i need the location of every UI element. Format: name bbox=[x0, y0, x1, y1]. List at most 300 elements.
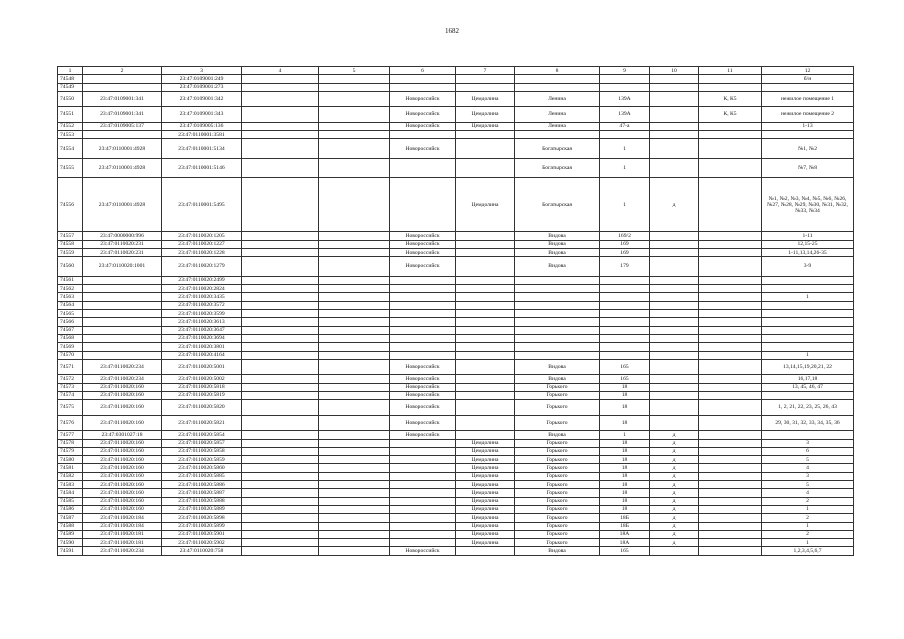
table-cell: 74567 bbox=[58, 326, 83, 334]
table-cell bbox=[319, 158, 390, 178]
table-cell: 23:47:0110020:160 bbox=[83, 472, 162, 480]
table-cell bbox=[319, 456, 390, 464]
table-cell bbox=[699, 232, 762, 240]
table-cell bbox=[390, 439, 456, 447]
table-cell bbox=[650, 240, 699, 248]
table-cell bbox=[699, 391, 762, 399]
table-cell: 23:47:0110020:2499 bbox=[162, 276, 242, 284]
table-cell bbox=[319, 139, 390, 159]
table-cell: 12,15-25 bbox=[762, 240, 854, 248]
table-cell bbox=[242, 522, 319, 530]
table-cell: 18Б bbox=[600, 514, 650, 522]
table-cell bbox=[650, 334, 699, 342]
table-cell: Цемдолина bbox=[456, 472, 515, 480]
table-cell: 18 bbox=[600, 383, 650, 391]
table-row bbox=[58, 139, 854, 159]
table-cell bbox=[456, 139, 515, 159]
table-cell: Видова bbox=[515, 431, 600, 439]
table-cell bbox=[319, 310, 390, 318]
table-cell bbox=[699, 343, 762, 351]
table-cell bbox=[242, 481, 319, 489]
table-cell bbox=[699, 285, 762, 293]
table-cell: Цемдолина bbox=[456, 530, 515, 538]
table-cell bbox=[762, 431, 854, 439]
table-cell bbox=[699, 439, 762, 447]
table-cell: д bbox=[650, 530, 699, 538]
table-cell: Горького bbox=[515, 481, 600, 489]
table-cell: д bbox=[650, 539, 699, 547]
table-cell: Видова bbox=[515, 359, 600, 375]
table-row bbox=[58, 285, 854, 293]
table-cell bbox=[456, 547, 515, 555]
table-cell: 1 bbox=[600, 178, 650, 232]
table-cell bbox=[242, 276, 319, 284]
table-cell: нежилое помещение 1 bbox=[762, 91, 854, 107]
table-cell bbox=[319, 539, 390, 547]
table-cell: 74578 bbox=[58, 439, 83, 447]
table-cell bbox=[699, 375, 762, 383]
table-cell: Новороссийск bbox=[390, 375, 456, 383]
table-cell bbox=[650, 400, 699, 416]
table-cell bbox=[650, 310, 699, 318]
table-row bbox=[58, 431, 854, 439]
table-cell: д bbox=[650, 439, 699, 447]
table-row bbox=[58, 391, 854, 399]
table-cell: Цемдолина bbox=[456, 91, 515, 107]
table-cell: 74561 bbox=[58, 276, 83, 284]
table-cell: Горького bbox=[515, 505, 600, 513]
table-cell bbox=[242, 359, 319, 375]
table-cell bbox=[390, 75, 456, 83]
table-cell: 23:47:0110020:160 bbox=[83, 489, 162, 497]
column-header: 4 bbox=[242, 67, 319, 75]
table-cell: Цемдолина bbox=[456, 489, 515, 497]
table-cell bbox=[242, 439, 319, 447]
table-row bbox=[58, 158, 854, 178]
table-header-row bbox=[58, 67, 854, 75]
table-cell bbox=[319, 547, 390, 555]
table-cell: 74575 bbox=[58, 400, 83, 416]
table-cell bbox=[242, 415, 319, 431]
table-cell bbox=[699, 178, 762, 232]
table-cell: 23:47:0110020:231 bbox=[83, 240, 162, 248]
table-cell bbox=[319, 240, 390, 248]
table-cell: 74551 bbox=[58, 107, 83, 123]
table-cell: 74583 bbox=[58, 481, 83, 489]
table-cell bbox=[515, 293, 600, 301]
table-cell bbox=[319, 351, 390, 359]
table-cell: Горького bbox=[515, 391, 600, 399]
column-header: 5 bbox=[319, 67, 390, 75]
table-cell: 23:47:0110020:758 bbox=[162, 547, 242, 555]
table-cell bbox=[600, 318, 650, 326]
table-cell: 74572 bbox=[58, 375, 83, 383]
table-cell: 23:47:0110020:160 bbox=[83, 415, 162, 431]
table-cell bbox=[319, 514, 390, 522]
table-cell: 23:47:0110020:160 bbox=[83, 391, 162, 399]
table-cell: 23:47:0110020:3801 bbox=[162, 343, 242, 351]
table-cell bbox=[83, 351, 162, 359]
table-cell bbox=[699, 122, 762, 130]
table-cell bbox=[699, 481, 762, 489]
table-cell bbox=[699, 472, 762, 480]
table-cell: Новороссийск bbox=[390, 391, 456, 399]
table-cell bbox=[650, 276, 699, 284]
table-cell bbox=[600, 326, 650, 334]
table-cell bbox=[83, 318, 162, 326]
table-cell bbox=[762, 83, 854, 91]
table-cell: Новороссийск bbox=[390, 257, 456, 277]
table-cell bbox=[650, 351, 699, 359]
table-cell bbox=[515, 75, 600, 83]
table-cell bbox=[242, 456, 319, 464]
table-cell bbox=[390, 285, 456, 293]
table-cell: 179 bbox=[600, 257, 650, 277]
table-cell: Новороссийск bbox=[390, 400, 456, 416]
table-cell bbox=[83, 83, 162, 91]
table-row bbox=[58, 464, 854, 472]
table-cell: Горького bbox=[515, 497, 600, 505]
table-cell bbox=[242, 539, 319, 547]
table-cell bbox=[650, 257, 699, 277]
table-row bbox=[58, 249, 854, 257]
table-cell: 74568 bbox=[58, 334, 83, 342]
table-cell bbox=[515, 285, 600, 293]
table-cell: 23:47:0109001:249 bbox=[162, 75, 242, 83]
column-header: 8 bbox=[515, 67, 600, 75]
table-cell: 74555 bbox=[58, 158, 83, 178]
table-cell bbox=[319, 505, 390, 513]
column-header: 2 bbox=[83, 67, 162, 75]
table-cell bbox=[456, 343, 515, 351]
table-row bbox=[58, 415, 854, 431]
table-cell bbox=[456, 375, 515, 383]
table-cell bbox=[319, 439, 390, 447]
table-row bbox=[58, 257, 854, 277]
table-cell bbox=[456, 131, 515, 139]
table-cell bbox=[319, 131, 390, 139]
table-cell bbox=[650, 301, 699, 309]
table-cell: №1, №2, №3, №4, №5, №6, №26, №27, №28, №29, №30, №31, №32, №33, №34 bbox=[762, 178, 854, 232]
table-cell bbox=[456, 232, 515, 240]
table-cell: 23:47:0110020:160 bbox=[83, 505, 162, 513]
table-cell: Видова bbox=[515, 375, 600, 383]
table-cell bbox=[650, 91, 699, 107]
table-cell bbox=[650, 343, 699, 351]
table-cell bbox=[600, 131, 650, 139]
table-cell: 74548 bbox=[58, 75, 83, 83]
table-cell bbox=[319, 285, 390, 293]
table-cell bbox=[390, 505, 456, 513]
table-cell bbox=[390, 301, 456, 309]
table-cell: 23:47:0110020:234 bbox=[83, 359, 162, 375]
table-cell bbox=[456, 285, 515, 293]
table-row bbox=[58, 75, 854, 83]
table-cell: 74550 bbox=[58, 91, 83, 107]
table-cell: Горького bbox=[515, 522, 600, 530]
table-cell bbox=[699, 530, 762, 538]
table-cell: 23:47:0109001:343 bbox=[162, 107, 242, 123]
table-cell bbox=[242, 383, 319, 391]
table-cell: 74579 bbox=[58, 447, 83, 455]
table-cell bbox=[390, 522, 456, 530]
table-cell bbox=[650, 383, 699, 391]
table-cell bbox=[242, 178, 319, 232]
table-cell: 74556 bbox=[58, 178, 83, 232]
table-cell: д bbox=[650, 497, 699, 505]
table-cell bbox=[390, 318, 456, 326]
table-cell bbox=[242, 83, 319, 91]
table-cell: 23:47:0110020:5858 bbox=[162, 447, 242, 455]
table-cell: 23:47:0110020:3647 bbox=[162, 326, 242, 334]
column-header: 1 bbox=[58, 67, 83, 75]
table-cell bbox=[650, 326, 699, 334]
table-cell bbox=[319, 232, 390, 240]
table-cell bbox=[762, 343, 854, 351]
table-cell: 1 bbox=[762, 539, 854, 547]
table-cell bbox=[242, 351, 319, 359]
table-cell: Новороссийск bbox=[390, 122, 456, 130]
table-row bbox=[58, 122, 854, 130]
table-cell bbox=[83, 343, 162, 351]
table-cell: 74573 bbox=[58, 383, 83, 391]
table-cell bbox=[83, 293, 162, 301]
table-cell bbox=[242, 497, 319, 505]
table-cell bbox=[390, 530, 456, 538]
table-cell: 23:47:0109005:136 bbox=[162, 122, 242, 130]
table-cell bbox=[699, 547, 762, 555]
table-cell bbox=[319, 431, 390, 439]
table-cell bbox=[650, 547, 699, 555]
table-cell: 23:47:0109001:342 bbox=[162, 91, 242, 107]
table-cell: 74581 bbox=[58, 464, 83, 472]
table-cell: 1 bbox=[762, 293, 854, 301]
table-cell: д bbox=[650, 505, 699, 513]
table-cell bbox=[699, 539, 762, 547]
table-cell bbox=[699, 326, 762, 334]
table-cell bbox=[650, 285, 699, 293]
table-cell bbox=[762, 318, 854, 326]
table-cell: 18 bbox=[600, 472, 650, 480]
table-cell bbox=[699, 351, 762, 359]
table-cell: Видова bbox=[515, 547, 600, 555]
table-cell bbox=[600, 293, 650, 301]
table-cell: 18 bbox=[600, 481, 650, 489]
column-header: 6 bbox=[390, 67, 456, 75]
table-row bbox=[58, 439, 854, 447]
table-cell: 74571 bbox=[58, 359, 83, 375]
table-row bbox=[58, 514, 854, 522]
table-cell bbox=[242, 547, 319, 555]
table-cell: 3 bbox=[762, 439, 854, 447]
table-cell: Горького bbox=[515, 514, 600, 522]
table-cell: 23:47:0110020:184 bbox=[83, 514, 162, 522]
table-cell bbox=[390, 472, 456, 480]
table-cell bbox=[319, 178, 390, 232]
table-cell bbox=[456, 240, 515, 248]
table-cell: 18А bbox=[600, 530, 650, 538]
table-cell: 23:47:0110020:160 bbox=[83, 464, 162, 472]
table-cell: 13, 45, 46, 47 bbox=[762, 383, 854, 391]
table-cell bbox=[456, 83, 515, 91]
table-cell bbox=[762, 334, 854, 342]
table-cell bbox=[456, 293, 515, 301]
table-cell bbox=[515, 334, 600, 342]
table-cell: 74591 bbox=[58, 547, 83, 555]
table-cell: 23:47:0110020:3572 bbox=[162, 301, 242, 309]
table-cell: 74589 bbox=[58, 530, 83, 538]
table-cell: 23:47:0110020:5898 bbox=[162, 514, 242, 522]
table-cell: 18 bbox=[600, 497, 650, 505]
table-cell: Ленина bbox=[515, 122, 600, 130]
table-cell bbox=[515, 83, 600, 91]
table-cell: 4 bbox=[762, 489, 854, 497]
table-cell bbox=[699, 240, 762, 248]
table-cell: Видова bbox=[515, 240, 600, 248]
table-cell: 18 bbox=[600, 489, 650, 497]
table-cell bbox=[699, 456, 762, 464]
table-cell bbox=[456, 431, 515, 439]
table-cell: 23:47:0110020:160 bbox=[83, 400, 162, 416]
table-cell bbox=[699, 257, 762, 277]
table-cell bbox=[650, 131, 699, 139]
table-cell bbox=[242, 318, 319, 326]
table-row bbox=[58, 326, 854, 334]
table-cell: 16,17,18 bbox=[762, 375, 854, 383]
table-cell bbox=[319, 375, 390, 383]
table-cell: 139А bbox=[600, 107, 650, 123]
table-cell: 74549 bbox=[58, 83, 83, 91]
table-cell: Горького bbox=[515, 472, 600, 480]
table-row bbox=[58, 293, 854, 301]
table-cell bbox=[762, 285, 854, 293]
table-cell: Цемдолина bbox=[456, 522, 515, 530]
table-cell: 3 bbox=[762, 472, 854, 480]
table-cell: 1 bbox=[762, 351, 854, 359]
table-cell: Новороссийск bbox=[390, 359, 456, 375]
table-cell: 169 bbox=[600, 240, 650, 248]
table-cell bbox=[456, 383, 515, 391]
table-cell: 23:47:0110020:3599 bbox=[162, 310, 242, 318]
table-cell: 23:47:0110020:3613 bbox=[162, 318, 242, 326]
table-cell bbox=[699, 359, 762, 375]
table-cell bbox=[242, 75, 319, 83]
table-cell: 23:47:0110001:5146 bbox=[162, 158, 242, 178]
table-cell: Горького bbox=[515, 456, 600, 464]
table-cell: 23:47:0110020:1279 bbox=[162, 257, 242, 277]
table-cell bbox=[242, 131, 319, 139]
table-cell: 23:47:0110020:160 bbox=[83, 481, 162, 489]
table-cell: 74564 bbox=[58, 301, 83, 309]
table-row bbox=[58, 456, 854, 464]
table-cell bbox=[699, 514, 762, 522]
table-cell: 18 bbox=[600, 400, 650, 416]
table-cell bbox=[456, 310, 515, 318]
table-cell: Горького bbox=[515, 530, 600, 538]
table-cell bbox=[319, 359, 390, 375]
table-cell: 1-11,13,14,26-35 bbox=[762, 249, 854, 257]
table-cell: 169 bbox=[600, 249, 650, 257]
table-cell bbox=[699, 447, 762, 455]
table-cell bbox=[456, 351, 515, 359]
column-header: 12 bbox=[762, 67, 854, 75]
table-cell: 23:47:0110020:160 bbox=[83, 497, 162, 505]
table-cell bbox=[515, 301, 600, 309]
table-cell: 23:47:0110020:160 bbox=[83, 439, 162, 447]
table-cell bbox=[515, 343, 600, 351]
table-row bbox=[58, 400, 854, 416]
table-cell bbox=[650, 359, 699, 375]
table-cell: Видова bbox=[515, 257, 600, 277]
table-cell: Горького bbox=[515, 383, 600, 391]
table-cell: 74584 bbox=[58, 489, 83, 497]
table-cell: 1 bbox=[762, 522, 854, 530]
table-cell: 23:47:0110001:5134 bbox=[162, 139, 242, 159]
table-cell bbox=[390, 456, 456, 464]
table-cell: 23:47:0000000:996 bbox=[83, 232, 162, 240]
table-cell: 18 bbox=[600, 505, 650, 513]
table-cell: Новороссийск bbox=[390, 383, 456, 391]
table-cell: 47-а bbox=[600, 122, 650, 130]
table-row bbox=[58, 334, 854, 342]
table-cell bbox=[699, 415, 762, 431]
table-row bbox=[58, 497, 854, 505]
table-cell: Горького bbox=[515, 439, 600, 447]
table-cell bbox=[83, 334, 162, 342]
table-cell bbox=[319, 75, 390, 83]
table-cell: Цемдолина bbox=[456, 539, 515, 547]
table-cell: Цемдолина bbox=[456, 464, 515, 472]
table-cell: 74557 bbox=[58, 232, 83, 240]
table-cell bbox=[242, 431, 319, 439]
table-cell: Новороссийск bbox=[390, 240, 456, 248]
table-cell bbox=[699, 318, 762, 326]
table-cell: 74577 bbox=[58, 431, 83, 439]
table-cell: 23:47:0110020:1205 bbox=[162, 232, 242, 240]
table-cell: 23:47:0110020:5001 bbox=[162, 359, 242, 375]
table-cell bbox=[242, 139, 319, 159]
table-cell bbox=[319, 472, 390, 480]
table-cell bbox=[650, 318, 699, 326]
table-cell: д bbox=[650, 178, 699, 232]
table-cell bbox=[319, 276, 390, 284]
column-header: 9 bbox=[600, 67, 650, 75]
table-cell: 23:47:0110020:5887 bbox=[162, 489, 242, 497]
table-row bbox=[58, 481, 854, 489]
table-cell bbox=[319, 293, 390, 301]
table-cell: д bbox=[650, 489, 699, 497]
table-cell: 23:47:0110020:3694 bbox=[162, 334, 242, 342]
table-cell: 18 bbox=[600, 456, 650, 464]
table-cell bbox=[242, 285, 319, 293]
table-cell bbox=[699, 497, 762, 505]
table-cell: 2 bbox=[762, 497, 854, 505]
table-cell bbox=[456, 391, 515, 399]
table-cell: Богатырская bbox=[515, 158, 600, 178]
table-cell: Цемдолина bbox=[456, 439, 515, 447]
registry-table bbox=[57, 66, 854, 556]
page-number: 1682 bbox=[445, 27, 459, 35]
table-cell bbox=[83, 285, 162, 293]
table-cell bbox=[456, 318, 515, 326]
table-cell bbox=[319, 257, 390, 277]
table-cell: 74574 bbox=[58, 391, 83, 399]
table-cell: 23:47:0110020:5886 bbox=[162, 481, 242, 489]
table-row bbox=[58, 522, 854, 530]
table-cell bbox=[699, 489, 762, 497]
table-cell bbox=[699, 293, 762, 301]
table-cell: 74565 bbox=[58, 310, 83, 318]
